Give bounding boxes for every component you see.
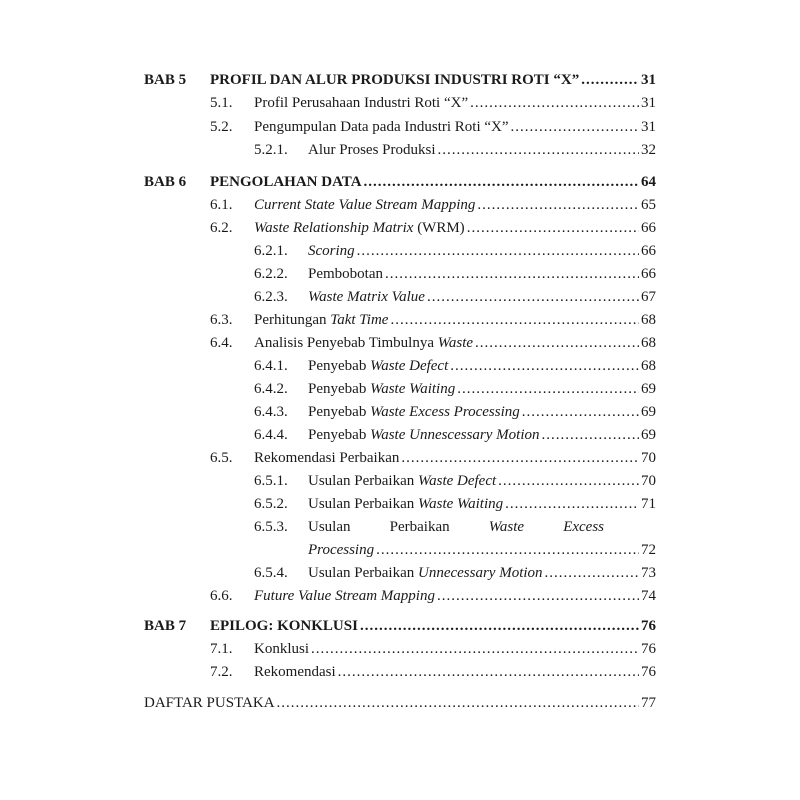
subsection-title-line-1: [308, 516, 604, 538]
dot-leader: [311, 638, 639, 660]
section-number: 6.5.: [210, 450, 233, 466]
dot-leader: [376, 539, 639, 561]
section-number: 6.3.: [210, 312, 233, 328]
subsection-title: [308, 562, 543, 584]
title-italic-part: Waste Defect: [417, 473, 497, 489]
dot-leader: [522, 401, 639, 423]
section-number: 6.2.: [210, 220, 233, 236]
section-title: Current State Value Stream Mapping: [254, 197, 476, 213]
dot-leader: [437, 585, 639, 607]
toc-section-6-4[interactable]: [0, 332, 800, 354]
dot-leader: [277, 692, 639, 714]
title-plain-part: Usulan Perbaikan: [308, 473, 418, 489]
page-number: 65: [641, 197, 656, 213]
toc-chapter-5[interactable]: [0, 69, 800, 91]
toc-section-6-3[interactable]: [0, 309, 800, 331]
toc-section-6-2[interactable]: [0, 217, 800, 239]
title-plain-part: Penyebab: [308, 427, 371, 443]
dot-leader: [427, 286, 639, 308]
toc-section-6-1[interactable]: [0, 194, 800, 216]
title-rest-part: (WRM): [413, 220, 465, 236]
dot-leader: [401, 447, 639, 469]
page-number: 68: [641, 358, 656, 374]
page-number: 73: [641, 565, 656, 581]
title-italic-part: Waste Waiting: [417, 496, 504, 512]
subsection-number: 6.5.2.: [254, 496, 288, 512]
dot-leader: [438, 139, 639, 161]
subsection-title: [308, 401, 520, 423]
dot-leader: [470, 92, 639, 114]
subsection-number: 6.5.4.: [254, 565, 288, 581]
toc-subsection-6-2-1[interactable]: [0, 240, 800, 262]
page-number: 69: [641, 427, 656, 443]
subsection-number: 6.4.4.: [254, 427, 288, 443]
dot-leader: [364, 171, 639, 193]
section-title: Pengumpulan Data pada Industri Roti “X”: [254, 119, 509, 135]
section-number: 6.1.: [210, 197, 233, 213]
subsection-number: 5.2.1.: [254, 142, 288, 158]
section-title: Rekomendasi: [254, 664, 336, 680]
dot-leader: [385, 263, 639, 285]
section-title: Future Value Stream Mapping: [254, 588, 435, 604]
title-plain-part: Perhitungan: [254, 312, 331, 328]
toc-subsection-6-2-2[interactable]: [0, 263, 800, 285]
subsection-number: 6.4.1.: [254, 358, 288, 374]
page-number: 66: [641, 243, 656, 259]
subsection-number: 6.2.1.: [254, 243, 288, 259]
page-number: 32: [641, 142, 656, 158]
page-number: 68: [641, 312, 656, 328]
subsection-title: [308, 470, 496, 492]
subsection-number: 6.5.1.: [254, 473, 288, 489]
toc-section-5-2[interactable]: [0, 116, 800, 138]
toc-subsection-6-4-1[interactable]: [0, 355, 800, 377]
page-number: 66: [641, 266, 656, 282]
toc-section-7-2[interactable]: [0, 661, 800, 683]
section-number: 5.2.: [210, 119, 233, 135]
chapter-number: BAB 6: [144, 174, 187, 190]
toc-chapter-7[interactable]: [0, 615, 800, 637]
page-number: 76: [641, 664, 656, 680]
subsection-number: 6.2.2.: [254, 266, 288, 282]
subsection-number: 6.4.3.: [254, 404, 288, 420]
section-number: 6.6.: [210, 588, 233, 604]
dot-leader: [338, 661, 639, 683]
subsection-title: Scoring: [308, 243, 355, 259]
title-word: Waste: [488, 519, 525, 535]
subsection-title: [308, 424, 540, 446]
toc-subsection-6-5-4[interactable]: [0, 562, 800, 584]
toc-subsection-6-5-2[interactable]: [0, 493, 800, 515]
title-italic-part: Unnecessary Motion: [417, 565, 543, 581]
title-italic-part: Takt Time: [330, 312, 389, 328]
page-number: 71: [641, 496, 656, 512]
page-number: 67: [641, 289, 656, 305]
subsection-title: Waste Matrix Value: [308, 289, 425, 305]
page-number: 69: [641, 381, 656, 397]
toc-section-5-1[interactable]: [0, 92, 800, 114]
chapter-title: PENGOLAHAN DATA: [210, 174, 362, 190]
chapter-title: EPILOG: KONKLUSI: [210, 618, 358, 634]
section-title: [254, 309, 388, 331]
section-title: [254, 332, 473, 354]
page-number: 68: [641, 335, 656, 351]
dot-leader: [467, 217, 639, 239]
dot-leader: [457, 378, 639, 400]
page-number: 31: [641, 72, 656, 88]
subsection-title: [308, 378, 455, 400]
subsection-title: Alur Proses Produksi: [308, 142, 436, 158]
title-italic-part: Waste Defect: [370, 358, 449, 374]
subsection-number: 6.2.3.: [254, 289, 288, 305]
page-number: 64: [641, 174, 656, 190]
title-italic-part: Waste Excess Processing: [370, 404, 520, 420]
title-word: Perbaikan: [389, 519, 450, 535]
page-number: 72: [641, 542, 656, 558]
page-number: 66: [641, 220, 656, 236]
page-number: 70: [641, 450, 656, 466]
title-italic-part: Waste Waiting: [370, 381, 456, 397]
toc-subsection-6-4-3[interactable]: [0, 401, 800, 423]
dot-leader: [357, 240, 639, 262]
subsection-title: Pembobotan: [308, 266, 383, 282]
title-italic-part: Waste: [437, 335, 474, 351]
page-number: 31: [641, 95, 656, 111]
page-number: 70: [641, 473, 656, 489]
chapter-number: BAB 7: [144, 618, 187, 634]
section-number: 5.1.: [210, 95, 233, 111]
section-title: Profil Perusahaan Industri Roti “X”: [254, 95, 469, 111]
subsection-title-line-2: Processing: [308, 542, 375, 558]
dot-leader: [450, 355, 639, 377]
toc-subsection-6-4-4[interactable]: [0, 424, 800, 446]
toc-subsection-6-5-1[interactable]: [0, 470, 800, 492]
subsection-title: [308, 355, 448, 377]
page-number: 69: [641, 404, 656, 420]
dot-leader: [360, 615, 639, 637]
subsection-title: [308, 493, 503, 515]
section-title: Konklusi: [254, 641, 310, 657]
toc-section-7-1[interactable]: [0, 638, 800, 660]
title-plain-part: Penyebab: [308, 381, 371, 397]
dot-leader: [505, 493, 639, 515]
subsection-number: 6.4.2.: [254, 381, 288, 397]
page-number: 76: [641, 641, 656, 657]
section-number: 7.2.: [210, 664, 233, 680]
title-plain-part: Usulan Perbaikan: [308, 496, 418, 512]
chapter-number: BAB 5: [144, 72, 187, 88]
title-plain-part: Analisis Penyebab Timbulnya: [254, 335, 438, 351]
title-italic-part: Waste Unnescessary Motion: [370, 427, 540, 443]
toc-subsection-6-4-2[interactable]: [0, 378, 800, 400]
dot-leader: [581, 69, 639, 91]
toc-section-6-6[interactable]: [0, 585, 800, 607]
bibliography-title: DAFTAR PUSTAKA: [144, 695, 275, 711]
dot-leader: [477, 194, 639, 216]
toc-section-6-5[interactable]: [0, 447, 800, 469]
title-plain-part: Penyebab: [308, 358, 371, 374]
dot-leader: [545, 562, 639, 584]
section-title: Rekomendasi Perbaikan: [254, 450, 400, 466]
chapter-title: PROFIL DAN ALUR PRODUKSI INDUSTRI ROTI “X”: [210, 72, 580, 88]
page-number: 76: [641, 618, 656, 634]
section-number: 6.4.: [210, 335, 233, 351]
toc-chapter-6[interactable]: [0, 171, 800, 193]
title-plain-part: Penyebab: [308, 404, 371, 420]
dot-leader: [542, 424, 639, 446]
page-number: 74: [641, 588, 656, 604]
title-word: Excess: [563, 519, 604, 535]
title-word: Usulan: [308, 519, 351, 535]
title-plain-part: Usulan Perbaikan: [308, 565, 418, 581]
page-number: 31: [641, 119, 656, 135]
section-title: [254, 217, 465, 239]
toc-subsection-6-2-3[interactable]: [0, 286, 800, 308]
toc-bibliography[interactable]: [0, 692, 800, 714]
page-number: 77: [641, 695, 656, 711]
subsection-number: 6.5.3.: [254, 519, 288, 535]
dot-leader: [390, 309, 639, 331]
dot-leader: [498, 470, 639, 492]
title-italic-part: Waste Relationship Matrix: [254, 220, 414, 236]
dot-leader: [511, 116, 639, 138]
toc-subsection-6-5-3[interactable]: [0, 516, 800, 562]
toc-subsection-5-2-1[interactable]: [0, 139, 800, 161]
dot-leader: [475, 332, 639, 354]
section-number: 7.1.: [210, 641, 233, 657]
